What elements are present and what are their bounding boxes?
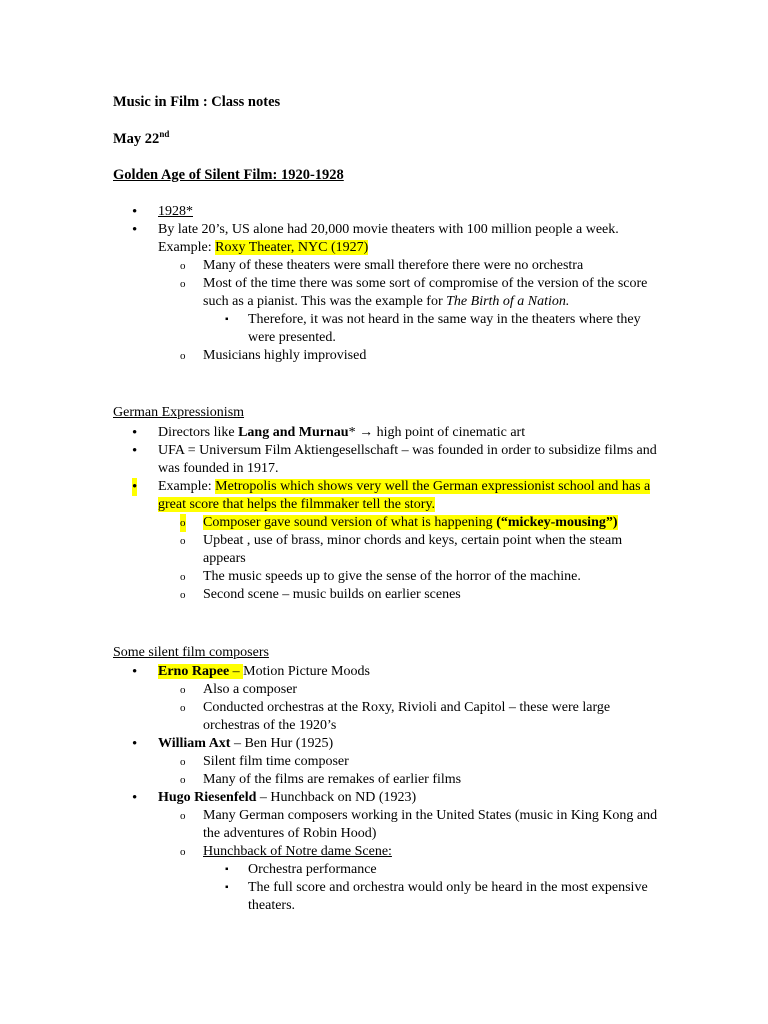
highlight-metropolis: Metropolis which shows very well the German expressionist school and has a great score that helps the filmmaker tell the story. xyxy=(158,479,651,512)
list-item: o Many German composers working in the United States (music in King Kong and the adventures of Robin Hood) xyxy=(180,808,658,841)
doc-title: Music in Film : Class notes xyxy=(113,94,281,110)
list-item: o Upbeat , use of brass, minor chords and keys, certain point when the steam appears xyxy=(180,533,623,566)
list-item: o Silent film time composer xyxy=(180,754,349,769)
list-item: • 1928* xyxy=(132,204,193,220)
list-item: o Conducted orchestras at the Roxy, Rivioli and Capitol – these were large orchestras of the 1920’s xyxy=(180,700,611,733)
list-item: • Directors like Lang and Murnau* → high point of cinematic art xyxy=(132,425,526,441)
list-item: o Composer gave sound version of what is happening (“mickey-mousing”) xyxy=(180,515,618,530)
list-item: o Many of these theaters were small therefore there were no orchestra xyxy=(180,258,584,273)
section-heading-golden-age: Golden Age of Silent Film: 1920-1928 xyxy=(113,167,344,183)
list-item: o Most of the time there was some sort of compromise of the version of the score such as a pianist. This was the example for The Birth of a Nation. xyxy=(180,276,648,309)
list-item: • William Axt – Ben Hur (1925) xyxy=(132,736,334,752)
list-item: ▪ Therefore, it was not heard in the same way in the theaters where they were presented. xyxy=(225,312,641,345)
doc-date: May 22nd xyxy=(113,129,170,147)
list-item: o Also a composer xyxy=(180,682,298,697)
list-golden-age xyxy=(113,203,658,365)
list-item: • Example: Metropolis which shows very well the German expressionist school and has a great score that helps the filmmaker tell the story. xyxy=(132,479,651,512)
list-item: ▪ The full score and orchestra would only be heard in the most expensive theaters. xyxy=(225,880,648,913)
list-item: • Hugo Riesenfeld – Hunchback on ND (1923) xyxy=(132,790,417,806)
list-item: o Musicians highly improvised xyxy=(180,348,367,363)
section-heading-german-expressionism: German Expressionism xyxy=(113,405,245,420)
section-heading-composers: Some silent film composers xyxy=(113,645,269,660)
list-german-expressionism xyxy=(113,424,658,604)
date-superscript: nd xyxy=(159,129,170,140)
list-item: o Hunchback of Notre dame Scene: xyxy=(180,844,392,859)
highlight-erno-rapee: Erno Rapee xyxy=(158,664,230,679)
list-item: ▪ Orchestra performance xyxy=(225,862,377,877)
list-item: • By late 20’s, US alone had 20,000 movie theaters with 100 million people a week. Example: Roxy Theater, NYC (1927) xyxy=(132,222,619,255)
list-composers xyxy=(113,663,658,915)
list-item: o The music speeds up to give the sense of the horror of the machine. xyxy=(180,569,581,584)
list-item: • UFA = Universum Film Aktiengesellschaft – was founded in order to subsidize films and was founded in 1917. xyxy=(132,443,657,476)
list-item: • Erno Rapee – Motion Picture Moods xyxy=(132,664,370,680)
highlight-roxy: Roxy Theater, NYC (1927) xyxy=(215,240,369,255)
list-item: o Second scene – music builds on earlier scenes xyxy=(180,587,461,602)
list-item: o Many of the films are remakes of earlier films xyxy=(180,772,462,787)
